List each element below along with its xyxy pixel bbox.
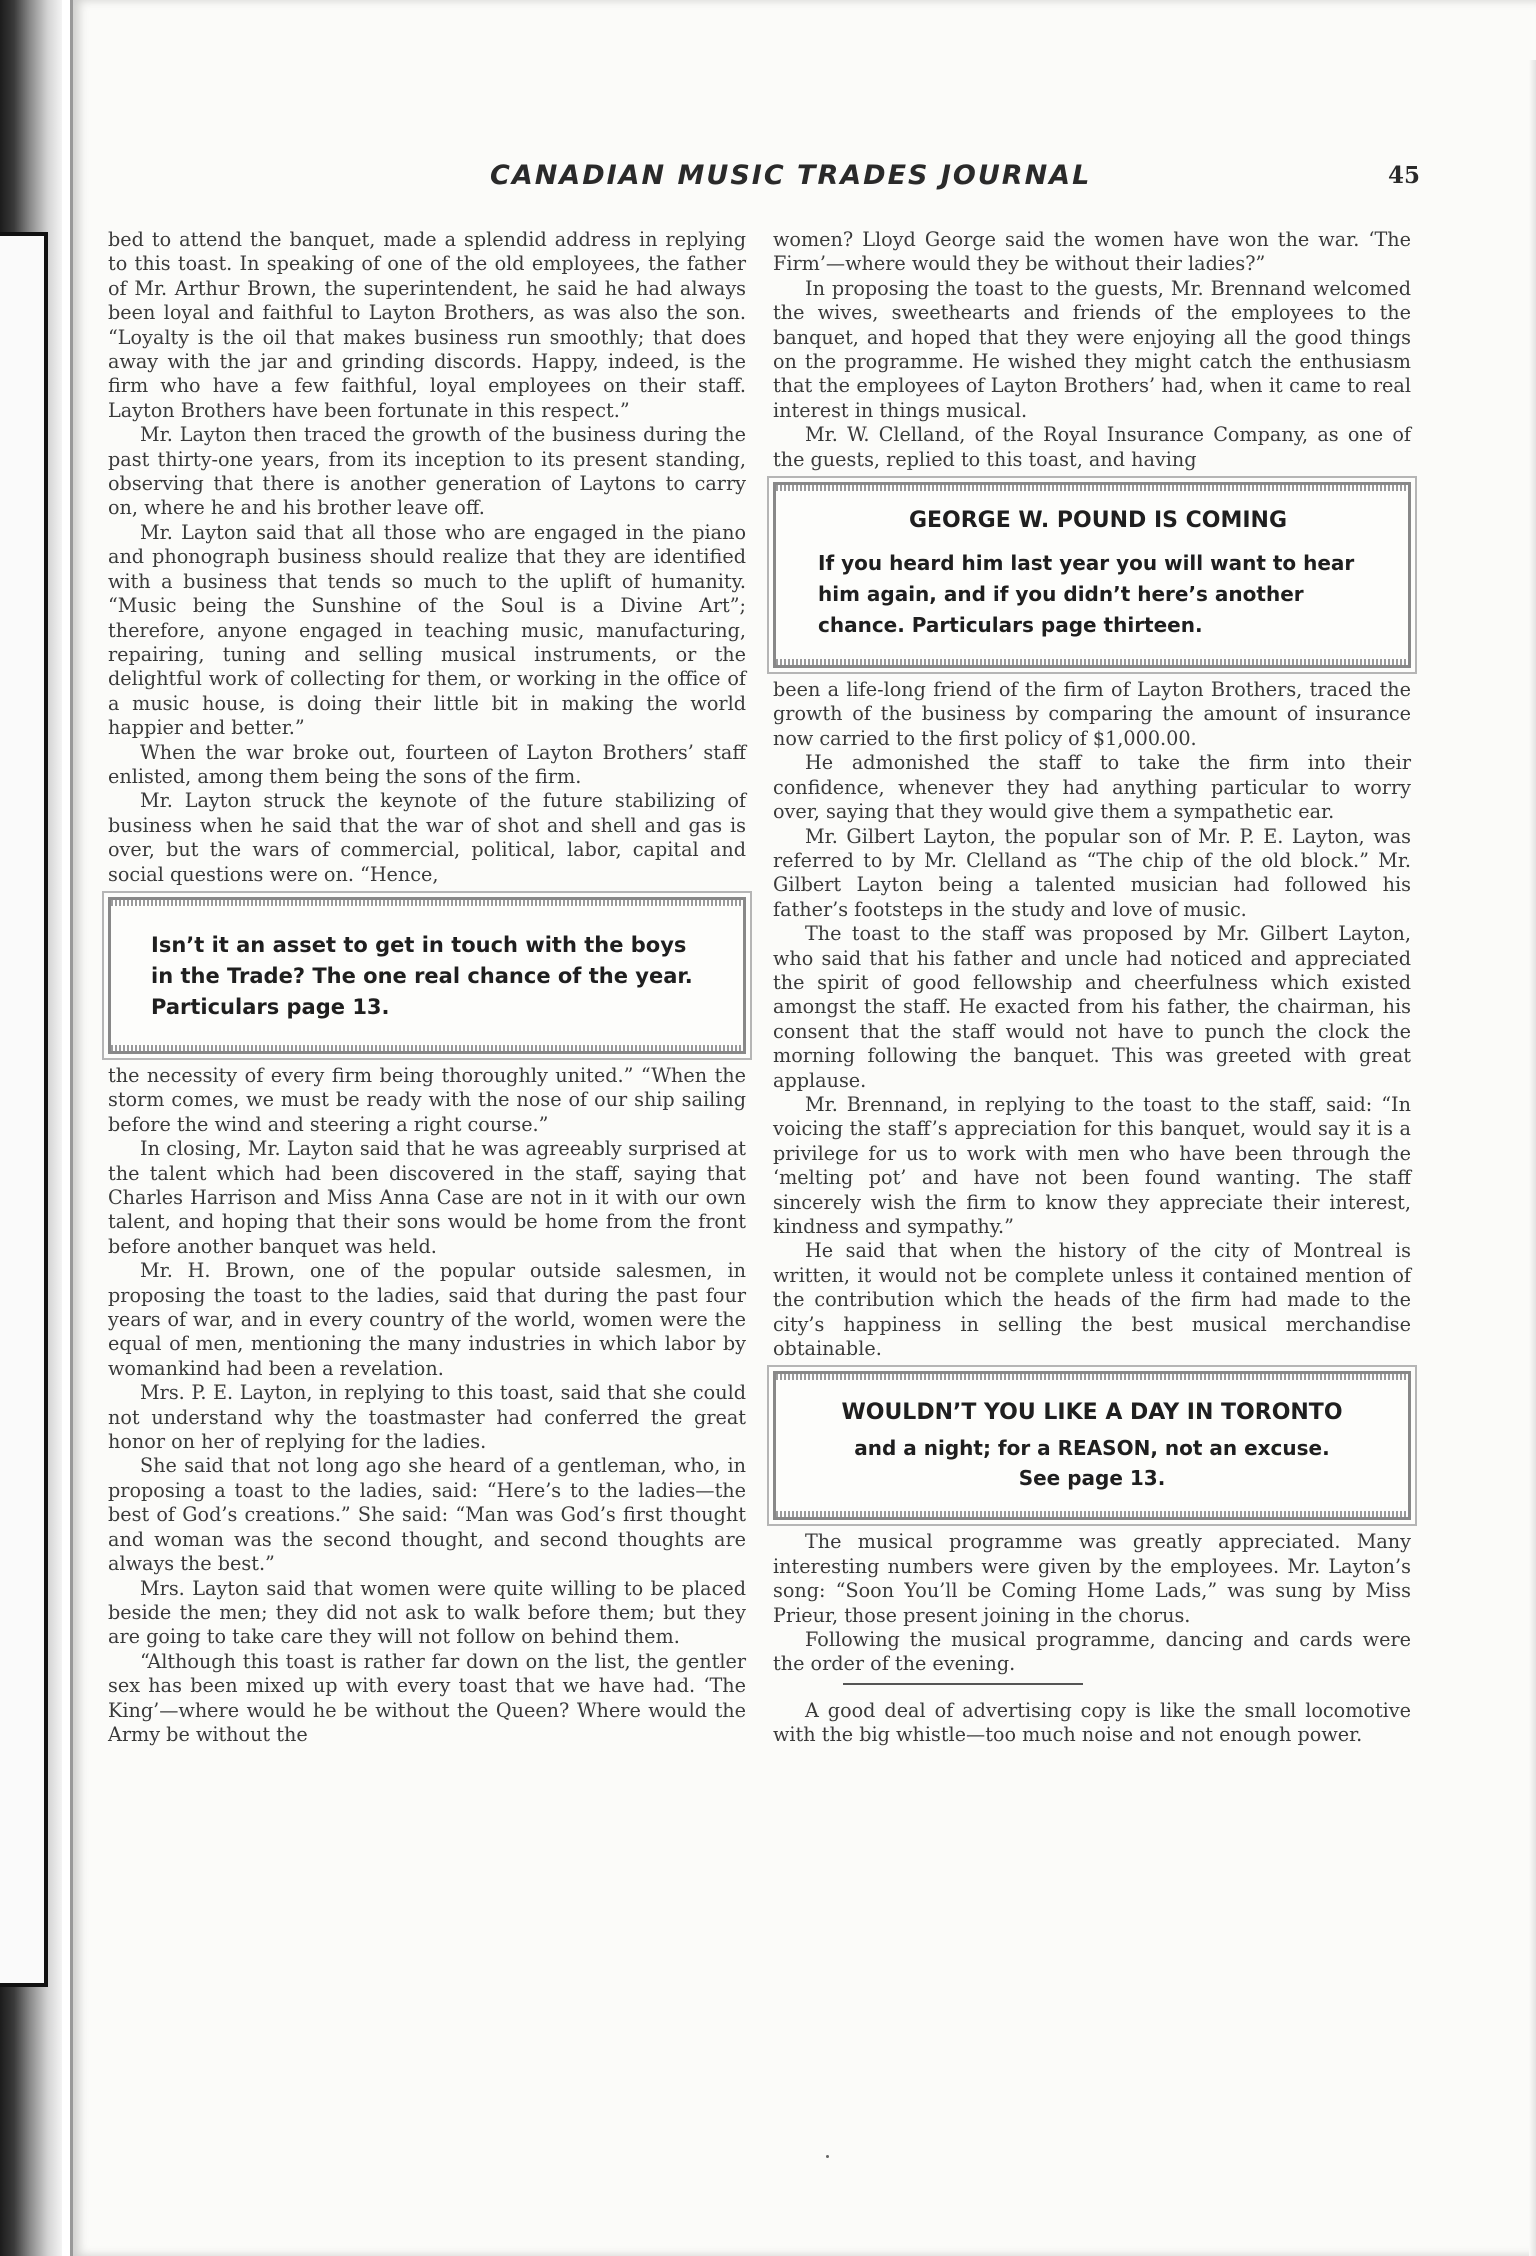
ad-heading: GEORGE W. POUND IS COMING bbox=[908, 508, 1288, 534]
ad-heading: WOULDN’T YOU LIKE A DAY IN TORONTO bbox=[841, 1400, 1343, 1426]
paragraph: Mrs. P. E. Layton, in replying to this toast, said that she could not understand why the toastmaster had conferred the great honor on her of replying for the ladies. bbox=[108, 1381, 746, 1454]
paragraph: In proposing the toast to the guests, Mr. Brennand welcomed the wives, sweethearts and friends of the employees to the banquet, and hoped that they were enjoying all the good things on the programme. He wished they might catch the enthusiasm that the employees of Layton Brothers’ had, when it came to real interest in things musical. bbox=[773, 276, 1411, 422]
paragraph: Mr. Layton then traced the growth of the business during the past thirty-one years, from its inception to its present standing, observing that there is another generation of Laytons to carry on, where he and his brother leave off. bbox=[108, 423, 746, 520]
paragraph: Mr. Gilbert Layton, the popular son of Mr. P. E. Layton, was referred to by Mr. Clelland as “The chip of the old block.” Mr. Gilbert Layton being a talented musician had followed his father’s footsteps in the study and love of music. bbox=[773, 824, 1411, 921]
advertisement-box-toronto bbox=[773, 1371, 1411, 1520]
paragraph: He said that when the history of the city of Montreal is written, it would not be complete unless it contained mention of the contribution which the heads of the firm had made to the city’s happiness in selling the best musical merchandise obtainable. bbox=[773, 1239, 1411, 1361]
advertisement-box-pound bbox=[773, 482, 1411, 668]
paragraph: Mr. H. Brown, one of the popular outside salesmen, in proposing the toast to the ladies, said that during the past four years of war, and in every country of the world, women were the equal of men, mentioning the many industries in which labor by womankind had been a revelation. bbox=[108, 1259, 746, 1380]
paragraph: He admonished the staff to take the firm into their confidence, whenever they had anything particular to worry over, saying that they would give them a sympathetic ear. bbox=[773, 751, 1411, 824]
paragraph: When the war broke out, fourteen of Layton Brothers’ staff enlisted, among them being the sons of the firm. bbox=[108, 740, 746, 788]
journal-title: CANADIAN MUSIC TRADES JOURNAL bbox=[490, 160, 1092, 191]
paragraph: She said that not long ago she heard of a gentleman, who, in proposing a toast to the ladies, said: “Here’s to the ladies—the best of God’s creations.” She said: “Man was God’s first thought and woman was the second thought, and second thoughts are always the best.” bbox=[108, 1454, 746, 1576]
adjacent-page-edge bbox=[0, 232, 48, 1987]
paragraph: The musical programme was greatly appreciated. Many interesting numbers were given by the employees. Mr. Layton’s song: “Soon You’ll be Coming Home Lads,” was sung by Miss Prieur, those present joining in the chorus. bbox=[773, 1530, 1411, 1627]
print-speck bbox=[826, 2155, 829, 2158]
ad-decorative-rule bbox=[776, 1511, 1408, 1517]
separator-rule bbox=[843, 1683, 1083, 1685]
left-column bbox=[108, 228, 746, 1747]
ad-text: See page 13. bbox=[1018, 1466, 1166, 1491]
paragraph: Mr. Layton said that all those who are engaged in the piano and phonograph business should realize that they are identified with a business that tends so much to the uplift of humanity. “Music being the Sunshine of the Soul is a Divine Art”; therefore, anyone engaged in teaching music, manufacturing, repairing, tuning and selling musical instruments, or the delightful work of collecting for them, or working in the office of a music house, is doing their little bit in making the world happier and better.” bbox=[108, 520, 746, 740]
paragraph: Mrs. Layton said that women were quite willing to be placed beside the men; they did not ask to walk before them; but they are going to take care they will not follow on behind them. bbox=[108, 1576, 746, 1649]
paragraph: women? Lloyd George said the women have won the war. ‘The Firm’—where would they be without their ladies?” bbox=[773, 228, 1411, 276]
paragraph: Mr. Layton struck the keynote of the future stabilizing of business when he said that the war of shot and shell and gas is over, but the wars of commercial, political, labor, capital and social questions were on. “Hence, bbox=[108, 789, 746, 886]
paragraph: The toast to the staff was proposed by Mr. Gilbert Layton, who said that his father and uncle had noticed and appreciated the spirit of good fellowship and cheerfulness which existed amongst the staff. He exacted from his father, the chairman, his consent that the staff would not have to punch the clock the morning following the banquet. This was greeted with great applause. bbox=[773, 922, 1411, 1092]
paragraph: “Although this toast is rather far down on the list, the gentler sex has been mixed up with every toast that we have had. ‘The King’—where would he be without the Queen? Where would the Army be without the bbox=[108, 1649, 746, 1746]
paragraph: Mr. W. Clelland, of the Royal Insurance Company, as one of the guests, replied to this toast, and having bbox=[773, 423, 1411, 471]
paragraph: In closing, Mr. Layton said that he was agreeably surprised at the talent which had been discovered in the staff, saying that Charles Harrison and Miss Anna Case are not in it with our own talent, and hoping that their sons would be home from the front before another banquet was held. bbox=[108, 1137, 746, 1258]
paragraph: been a life-long friend of the firm of Layton Brothers, traced the growth of the business by comparing the amount of insurance now carried to the first policy of $1,000.00. bbox=[773, 678, 1411, 750]
paragraph: Mr. Brennand, in replying to the toast to the staff, said: “In voicing the staff’s appreciation for this banquet, would say it is a privilege for us to work with men who have been through the ‘melting pot’ and have not been found wanting. The staff sincerely wish the firm to know they appreciate their interest, kindness and sympathy.” bbox=[773, 1092, 1411, 1238]
ad-content bbox=[776, 1380, 1408, 1511]
ad-text: and a night; for a REASON, not an excuse. bbox=[854, 1436, 1330, 1461]
right-column bbox=[773, 228, 1411, 1748]
paragraph: bed to attend the banquet, made a splendid address in replying to this toast. In speaking of one of the old employees, the father of Mr. Arthur Brown, the superintendent, he said he had always been loyal and faithful to Layton Brothers, as was also the son. “Loyalty is the oil that makes business run smoothly; that does away with the jar and grinding discords. Happy, indeed, is the firm who have a few faithful, loyal employees on their staff. Layton Brothers have been fortunate in this respect.” bbox=[108, 228, 746, 422]
advertisement-box bbox=[108, 897, 746, 1054]
ad-text: If you heard him last year you will want to hear him again, and if you didn’t here’s another chance. Particulars page thirteen. bbox=[818, 551, 1355, 638]
ad-content bbox=[776, 491, 1408, 659]
page-header bbox=[110, 160, 1420, 200]
page-number: 45 bbox=[1387, 162, 1420, 189]
ad-decorative-rule bbox=[776, 659, 1408, 665]
paragraph: Following the musical programme, dancing and cards were the order of the evening. bbox=[773, 1628, 1411, 1676]
ad-text: Isn’t it an asset to get in touch with the boys in the Trade? The one real chance of the year. Particulars page 13. bbox=[151, 932, 693, 1019]
ad-decorative-rule bbox=[111, 1045, 743, 1051]
paragraph: the necessity of every firm being thoroughly united.” “When the storm comes, we must be ready with the nose of our ship sailing before the wind and steering a right course.” bbox=[108, 1063, 746, 1136]
paragraph: A good deal of advertising copy is like the small locomotive with the big whistle—too much noise and not enough power. bbox=[773, 1698, 1411, 1747]
page-right-edge bbox=[1529, 60, 1536, 2256]
